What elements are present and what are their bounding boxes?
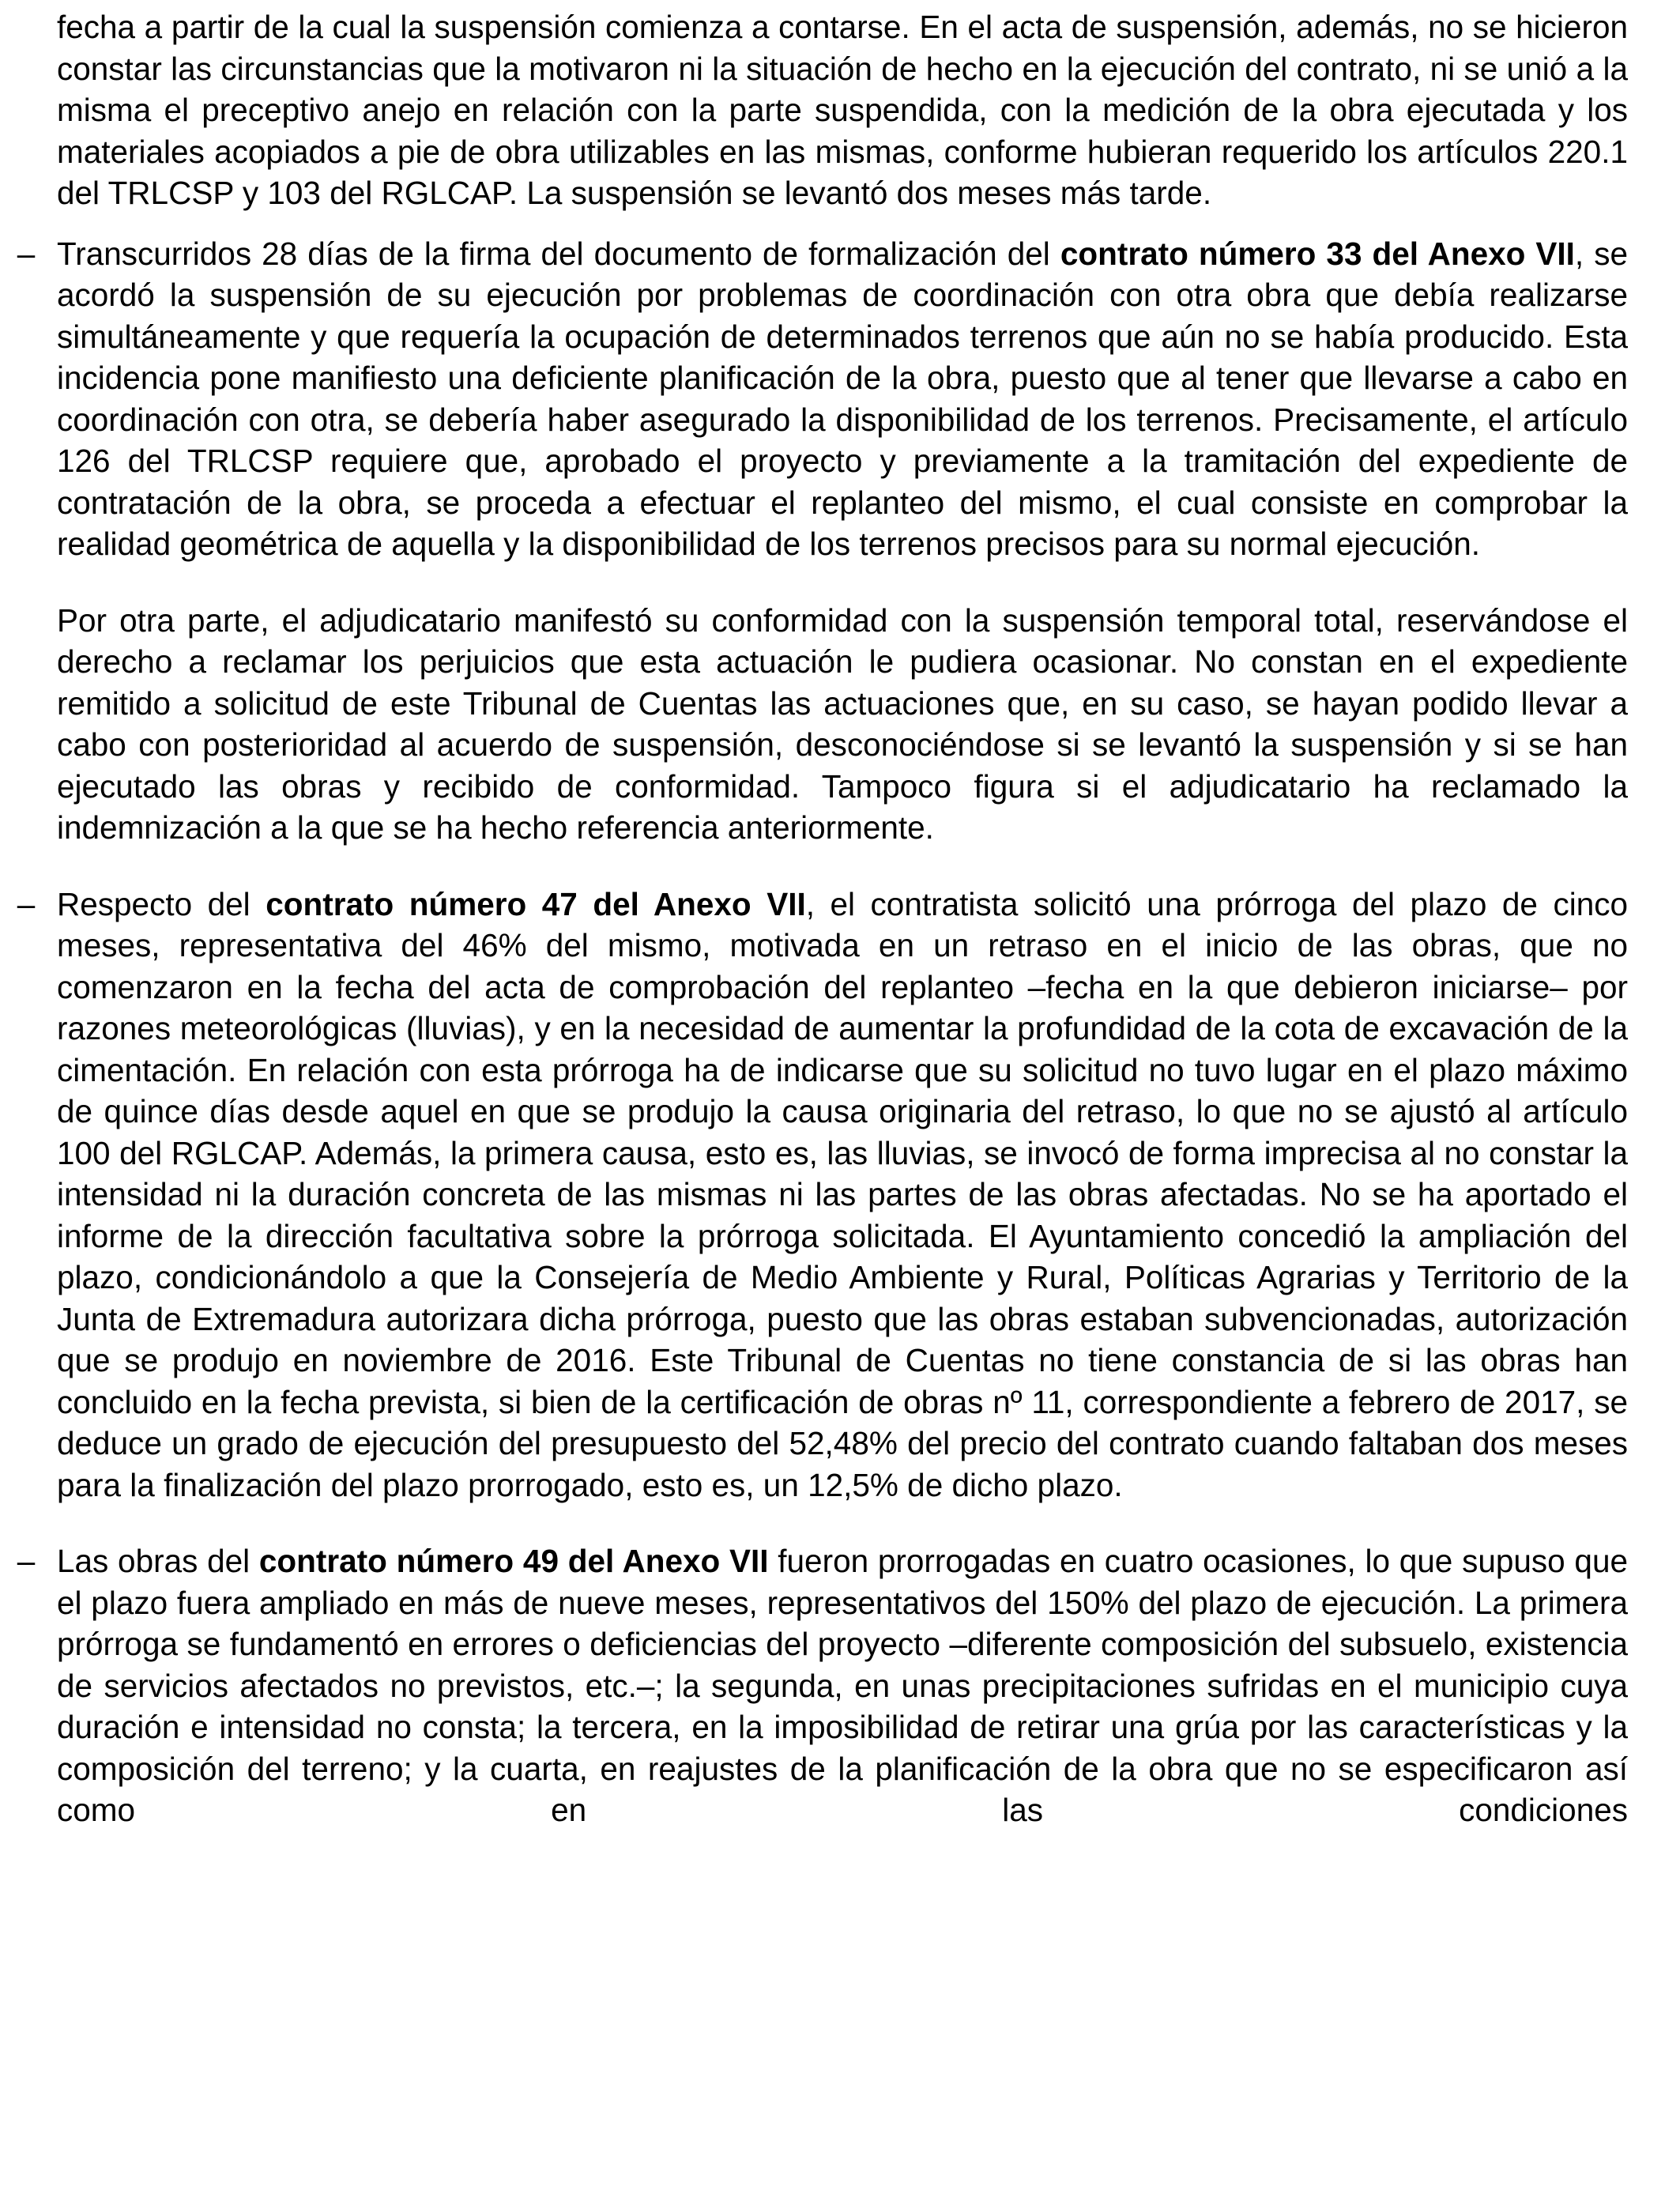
bold-contract-reference: contrato número 47 del Anexo VII [266, 885, 806, 922]
list-item-text [57, 1540, 1628, 1831]
bold-contract-reference: contrato número 33 del Anexo VII [1060, 235, 1575, 272]
text-run: , se acordó la suspensión de su ejecución por problemas de coordinación con otra obra que debía realizarse simultáneamente y que requería la ocupación de determinados terrenos que aún no se había producido. Esta incidencia pone manifiesto una deficiente planificación de la obra, puesto que al tener que llevarse a cabo en coordinación con otra, se debería haber asegurado la disponibilidad de los terrenos. Precisamente, el artículo 126 del TRLCSP requiere que, aprobado el proyecto y previamente a la tramitación del expediente de contratación de la obra, se proceda a efectuar el replanteo del mismo, el cual consiste en comprobar la realidad geométrica de aquella y la disponibilidad de los terrenos precisos para su normal ejecución. [57, 235, 1628, 562]
text-run: Transcurridos 28 días de la firma del documento de formalización del [57, 235, 1060, 272]
text-run: fueron prorrogadas en cuatro ocasiones, lo que supuso que el plazo fuera ampliado en más de nueve meses, representativos del 150% del plazo de ejecución. La primera prórroga se fundamentó en errores o deficiencias del proyecto –diferente composición del subsuelo, existencia de servicios afectados no previstos, etc.–; la segunda, en unas precipitaciones sufridas en el municipio cuya duración e intensidad no consta; la tercera, en la imposibilidad de retirar una grúa por las características y la composición del terreno; y la cuarta, en reajustes de la planificación de la obra que no se especificaron así como en las condiciones [57, 1543, 1628, 1828]
dash-bullet: – [17, 885, 36, 922]
list-item-contract-49 [17, 1540, 1628, 1831]
bold-contract-reference: contrato número 49 del Anexo VII [258, 1543, 769, 1579]
list-item-contract-47 [17, 884, 1628, 1506]
text-run: Las obras del [57, 1543, 259, 1579]
text-run: Respecto del [57, 885, 266, 922]
text-run: , el contratista solicitó una prórroga del plazo de cinco meses, representativa del 46% del mismo, motivada en un retraso en el inicio de las obras, que no comenzaron en la fecha del acta de comprobación del replanteo –fecha en la que debieron iniciarse– por razones meteorológicas (lluvias), y en la necesidad de aumentar la profundidad de la cota de excavación de la cimentación. En relación con esta prórroga ha de indicarse que su solicitud no tuvo lugar en el plazo máximo de quince días desde aquel en que se produjo la causa originaria del retraso, lo que no se ajustó al artículo 100 del RGLCAP. Además, la primera causa, esto es, las lluvias, se invocó de forma imprecisa al no constar la intensidad ni la duración concreta de las mismas ni las partes de las obras afectadas. No se ha aportado el informe de la dirección facultativa sobre la prórroga solicitada. El Ayuntamiento concedió la ampliación del plazo, condicionándolo a que la Consejería de Medio Ambiente y Rural, Políticas Agrarias y Territorio de la Junta de Extremadura autorizara dicha prórroga, puesto que las obras estaban subvencionadas, autorización que se produjo en noviembre de 2016. Este Tribunal de Cuentas no tiene constancia de si las obras han concluido en la fecha prevista, si bien de la certificación de obras nº 11, correspondiente a febrero de 2017, se deduce un grado de ejecución del presupuesto del 52,48% del precio del contrato cuando faltaban dos meses para la finalización del plazo prorrogado, esto es, un 12,5% de dicho plazo. [57, 885, 1628, 1503]
continuation-paragraph: fecha a partir de la cual la suspensión comienza a contarse. En el acta de suspensión, además, no se hicieron constar las circunstancias que la motivaron ni la situación de hecho en la ejecución del contrato, ni se unió a la misma el preceptivo anejo en relación con la parte suspendida, con la medición de la obra ejecutada y los materiales acopiados a pie de obra utilizables en las mismas, conforme hubieran requerido los artículos 220.1 del TRLCSP y 103 del RGLCAP. La suspensión se levantó dos meses más tarde. [57, 9, 1628, 211]
dash-bullet: – [17, 1543, 36, 1579]
list-item-text [57, 233, 1628, 565]
list-item-contract-33 [17, 233, 1628, 849]
dash-bullet: – [17, 235, 36, 272]
document-page [17, 6, 1628, 1831]
list-item-followup-paragraph: Por otra parte, el adjudicatario manifestó su conformidad con la suspensión temporal total, reservándose el derecho a reclamar los perjuicios que esta actuación le pudiera ocasionar. No constan en el expediente remitido a solicitud de este Tribunal de Cuentas las actuaciones que, en su caso, se hayan podido llevar a cabo con posterioridad al acuerdo de suspensión, desconociéndose si se levantó la suspensión y si se han ejecutado las obras y recibido de conformidad. Tampoco figura si el adjudicatario ha reclamado la indemnización a la que se ha hecho referencia anteriormente. [57, 601, 1628, 846]
list-item-text [57, 884, 1628, 1506]
